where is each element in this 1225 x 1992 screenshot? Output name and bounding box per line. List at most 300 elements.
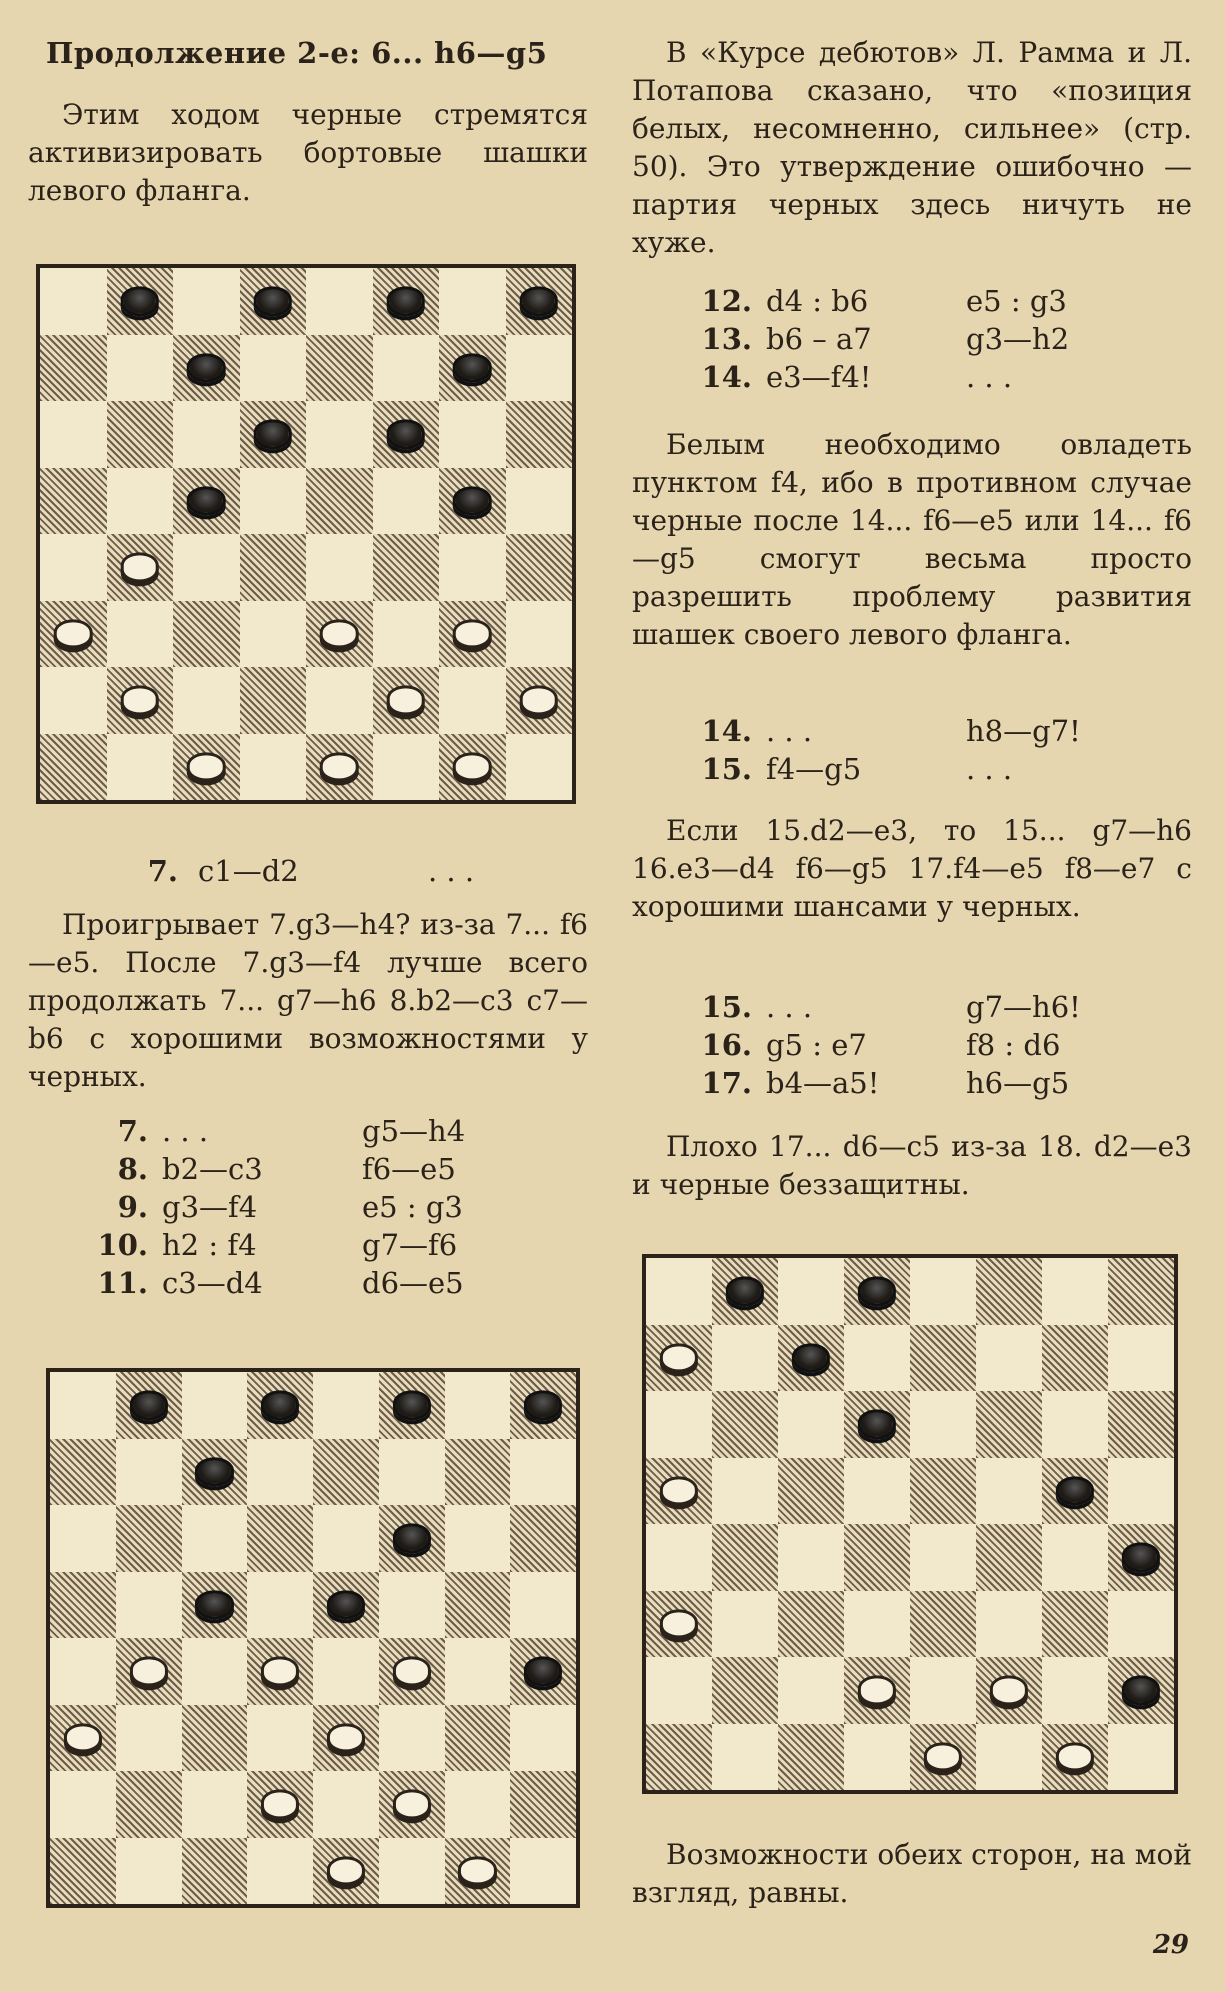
square-a3	[646, 1591, 712, 1658]
square-h1	[1108, 1724, 1174, 1791]
white-checker-icon	[261, 1657, 299, 1686]
square-b6	[107, 401, 174, 468]
square-b3	[107, 601, 174, 668]
square-a7	[50, 1439, 116, 1506]
square-d1	[844, 1724, 910, 1791]
square-b5	[712, 1458, 778, 1525]
white-checker-icon	[130, 1657, 168, 1686]
move-number: 13.	[701, 322, 752, 356]
white-checker-icon	[453, 752, 492, 781]
square-d1	[247, 1838, 313, 1905]
section-heading: Продолжение 2-е: 6... h6—g5	[46, 36, 548, 70]
square-d5	[844, 1458, 910, 1525]
black-checker-icon	[524, 1391, 562, 1420]
square-h7	[510, 1439, 576, 1506]
square-h3	[1108, 1591, 1174, 1658]
square-f3	[373, 601, 440, 668]
square-b1	[107, 734, 174, 801]
square-c3	[182, 1705, 248, 1772]
white-move: b6 – a7	[766, 322, 872, 356]
square-h5	[510, 1572, 576, 1639]
square-b3	[712, 1591, 778, 1658]
square-g4	[1042, 1524, 1108, 1591]
white-checker-icon	[320, 752, 359, 781]
square-d6	[247, 1505, 313, 1572]
square-d7	[240, 335, 307, 402]
square-b8	[712, 1258, 778, 1325]
square-e7	[306, 335, 373, 402]
square-g7	[1042, 1325, 1108, 1392]
square-e4	[910, 1524, 976, 1591]
square-a8	[50, 1372, 116, 1439]
square-g2	[439, 667, 506, 734]
square-g7	[445, 1439, 511, 1506]
square-c5	[182, 1572, 248, 1639]
square-c6	[778, 1391, 844, 1458]
black-checker-icon	[120, 287, 159, 316]
square-b5	[107, 468, 174, 535]
black-checker-icon	[792, 1343, 830, 1372]
black-checker-icon	[386, 287, 425, 316]
square-e8	[910, 1258, 976, 1325]
square-f6	[379, 1505, 445, 1572]
black-move: f6—e5	[362, 1152, 456, 1186]
black-checker-icon	[1122, 1676, 1160, 1705]
black-checker-icon	[130, 1391, 168, 1420]
move-row	[88, 1226, 465, 1264]
square-b6	[116, 1505, 182, 1572]
move-7	[118, 852, 474, 890]
square-g4	[439, 534, 506, 601]
square-h8	[510, 1372, 576, 1439]
black-checker-icon	[195, 1590, 233, 1619]
square-a6	[50, 1505, 116, 1572]
white-checker-icon	[458, 1856, 496, 1885]
white-checker-icon	[261, 1790, 299, 1819]
move-number: 12.	[701, 284, 752, 318]
square-a8	[40, 268, 107, 335]
square-b1	[116, 1838, 182, 1905]
black-move: g5—h4	[362, 1114, 466, 1148]
move-list	[88, 1112, 465, 1302]
move-row	[692, 988, 1081, 1026]
square-c2	[173, 667, 240, 734]
move-number: 10.	[97, 1228, 148, 1262]
square-e1	[306, 734, 373, 801]
square-h1	[506, 734, 573, 801]
paragraph-3: Если 15.d2—e3, то 15... g7—h6 16.e3—d4 f6—g5 17.f4—e5 f8—e7 с хорошими шансами у черных.	[632, 814, 1192, 923]
move-list-2	[692, 712, 1081, 788]
square-d7	[247, 1439, 313, 1506]
square-b3	[116, 1705, 182, 1772]
intro-paragraph: Этим ходом черные стремятся активизировать бортовые шашки левого фланга.	[28, 98, 588, 207]
checkers-diagram-2	[46, 1368, 580, 1908]
move-row	[692, 1026, 1081, 1064]
square-h8	[506, 268, 573, 335]
square-c5	[173, 468, 240, 535]
square-g8	[1042, 1258, 1108, 1325]
paragraph-4: Плохо 17... d6—c5 из-за 18. d2—e3 и черные беззащитны.	[632, 1130, 1192, 1201]
black-move: h8—g7!	[966, 714, 1081, 748]
white-checker-icon	[54, 619, 93, 648]
square-f4	[379, 1638, 445, 1705]
square-f6	[976, 1391, 1042, 1458]
square-g4	[445, 1638, 511, 1705]
black-checker-icon	[195, 1457, 233, 1486]
move-row	[692, 282, 1069, 320]
square-d5	[240, 468, 307, 535]
square-c3	[173, 601, 240, 668]
square-f6	[373, 401, 440, 468]
square-a5	[50, 1572, 116, 1639]
white-move: h2 : f4	[162, 1228, 257, 1262]
white-checker-icon	[924, 1742, 962, 1771]
square-c8	[778, 1258, 844, 1325]
square-g2	[445, 1771, 511, 1838]
square-d4	[240, 534, 307, 601]
square-g1	[1042, 1724, 1108, 1791]
square-b4	[116, 1638, 182, 1705]
white-move: g5 : e7	[766, 1028, 867, 1062]
white-checker-icon	[990, 1676, 1028, 1705]
white-move: c1—d2	[198, 854, 299, 888]
square-h6	[510, 1505, 576, 1572]
black-checker-icon	[187, 353, 226, 382]
square-a2	[646, 1657, 712, 1724]
square-e4	[313, 1638, 379, 1705]
move-row	[692, 1064, 1081, 1102]
white-move: . . .	[766, 990, 813, 1024]
square-d8	[240, 268, 307, 335]
square-g2	[1042, 1657, 1108, 1724]
move-list-3	[692, 988, 1081, 1102]
square-e2	[313, 1771, 379, 1838]
square-g1	[445, 1838, 511, 1905]
square-e3	[313, 1705, 379, 1772]
square-a1	[646, 1724, 712, 1791]
square-b7	[107, 335, 174, 402]
square-d6	[240, 401, 307, 468]
square-c8	[173, 268, 240, 335]
move-number: 14.	[701, 714, 752, 748]
black-move: . . .	[966, 752, 1013, 786]
square-a6	[646, 1391, 712, 1458]
square-f5	[976, 1458, 1042, 1525]
move-row	[692, 750, 1081, 788]
black-checker-icon	[519, 287, 558, 316]
checkers-diagram-3	[642, 1254, 1178, 1794]
square-g8	[445, 1372, 511, 1439]
square-d3	[240, 601, 307, 668]
square-f8	[379, 1372, 445, 1439]
square-d2	[240, 667, 307, 734]
square-d2	[844, 1657, 910, 1724]
black-checker-icon	[453, 486, 492, 515]
move-number: 7.	[147, 854, 178, 888]
square-g6	[1042, 1391, 1108, 1458]
square-a2	[50, 1771, 116, 1838]
white-checker-icon	[393, 1657, 431, 1686]
white-checker-icon	[386, 686, 425, 715]
white-checker-icon	[327, 1856, 365, 1885]
square-h7	[1108, 1325, 1174, 1392]
move-number: 7.	[117, 1114, 148, 1148]
white-checker-icon	[320, 619, 359, 648]
square-b4	[107, 534, 174, 601]
square-c6	[182, 1505, 248, 1572]
white-checker-icon	[660, 1609, 698, 1638]
move-number: 14.	[701, 360, 752, 394]
white-checker-icon	[327, 1723, 365, 1752]
square-g8	[439, 268, 506, 335]
square-b6	[712, 1391, 778, 1458]
square-b2	[116, 1771, 182, 1838]
move-number: 8.	[117, 1152, 148, 1186]
square-h7	[506, 335, 573, 402]
square-a4	[50, 1638, 116, 1705]
square-f2	[373, 667, 440, 734]
square-b7	[116, 1439, 182, 1506]
page-number: 29	[1152, 1930, 1189, 1960]
square-a8	[646, 1258, 712, 1325]
black-move: . . .	[428, 854, 475, 888]
square-c1	[182, 1838, 248, 1905]
white-move: b4—a5!	[766, 1066, 880, 1100]
white-move: d4 : b6	[766, 284, 869, 318]
black-move: f8 : d6	[966, 1028, 1061, 1062]
square-h5	[506, 468, 573, 535]
square-g5	[445, 1572, 511, 1639]
black-checker-icon	[453, 353, 492, 382]
square-d4	[247, 1638, 313, 1705]
white-move: . . .	[162, 1114, 209, 1148]
square-h3	[510, 1705, 576, 1772]
white-move: g3—f4	[162, 1190, 258, 1224]
square-h2	[506, 667, 573, 734]
square-d5	[247, 1572, 313, 1639]
square-b7	[712, 1325, 778, 1392]
square-a7	[40, 335, 107, 402]
square-d8	[247, 1372, 313, 1439]
square-e8	[306, 268, 373, 335]
square-d3	[844, 1591, 910, 1658]
move-number: 16.	[701, 1028, 752, 1062]
square-f7	[373, 335, 440, 402]
white-checker-icon	[393, 1790, 431, 1819]
square-f5	[379, 1572, 445, 1639]
white-checker-icon	[660, 1343, 698, 1372]
square-c4	[778, 1524, 844, 1591]
square-e5	[910, 1458, 976, 1525]
square-c7	[778, 1325, 844, 1392]
square-d2	[247, 1771, 313, 1838]
move-row	[692, 358, 1069, 396]
square-e6	[313, 1505, 379, 1572]
white-checker-icon	[120, 686, 159, 715]
move-row	[88, 1188, 465, 1226]
square-e3	[306, 601, 373, 668]
move-number: 15.	[701, 752, 752, 786]
white-move: b2—c3	[162, 1152, 263, 1186]
square-f5	[373, 468, 440, 535]
black-move: d6—e5	[362, 1266, 464, 1300]
black-move: g3—h2	[966, 322, 1070, 356]
square-e4	[306, 534, 373, 601]
square-g5	[439, 468, 506, 535]
square-f4	[976, 1524, 1042, 1591]
square-f2	[379, 1771, 445, 1838]
black-checker-icon	[393, 1391, 431, 1420]
square-d1	[240, 734, 307, 801]
white-move: . . .	[766, 714, 813, 748]
square-f7	[976, 1325, 1042, 1392]
move-number: 11.	[97, 1266, 148, 1300]
black-checker-icon	[253, 287, 292, 316]
square-h4	[1108, 1524, 1174, 1591]
move-row	[692, 320, 1069, 358]
square-f8	[976, 1258, 1042, 1325]
black-checker-icon	[524, 1657, 562, 1686]
move-row	[88, 1264, 465, 1302]
move-number: 17.	[701, 1066, 752, 1100]
square-b8	[116, 1372, 182, 1439]
white-checker-icon	[120, 553, 159, 582]
square-g6	[439, 401, 506, 468]
black-move: e5 : g3	[362, 1190, 463, 1224]
move-list-1	[692, 282, 1069, 396]
square-c5	[778, 1458, 844, 1525]
comment-paragraph: Проигрывает 7.g3—h4? из-за 7... f6—e5. После 7.g3—f4 лучше всего продолжать 7... g7—h6 8.b2—c3 c7—b6 с хорошими возможностями у черных.	[28, 908, 588, 1093]
move-row	[692, 712, 1081, 750]
square-e6	[910, 1391, 976, 1458]
square-e7	[313, 1439, 379, 1506]
black-checker-icon	[858, 1277, 896, 1306]
square-c2	[778, 1657, 844, 1724]
white-move: e3—f4!	[766, 360, 872, 394]
square-d4	[844, 1524, 910, 1591]
square-h5	[1108, 1458, 1174, 1525]
white-checker-icon	[519, 686, 558, 715]
square-e7	[910, 1325, 976, 1392]
paragraph-1: В «Курсе дебютов» Л. Рамма и Л. Потапова сказано, что «позиция белых, несомненно, сильнее» (стр. 50). Это утверждение ошибочно — партия черных здесь ничуть не хуже.	[632, 36, 1192, 259]
square-f3	[976, 1591, 1042, 1658]
square-a4	[40, 534, 107, 601]
square-b5	[116, 1572, 182, 1639]
square-f2	[976, 1657, 1042, 1724]
square-a3	[40, 601, 107, 668]
black-checker-icon	[187, 486, 226, 515]
black-move: g7—f6	[362, 1228, 458, 1262]
square-f3	[379, 1705, 445, 1772]
square-h4	[510, 1638, 576, 1705]
black-checker-icon	[1122, 1543, 1160, 1572]
square-c1	[173, 734, 240, 801]
white-checker-icon	[453, 619, 492, 648]
checkers-diagram-1	[36, 264, 576, 804]
black-checker-icon	[386, 420, 425, 449]
white-checker-icon	[1056, 1742, 1094, 1771]
white-checker-icon	[64, 1723, 102, 1752]
black-move: h6—g5	[966, 1066, 1070, 1100]
move-number: 9.	[117, 1190, 148, 1224]
square-e3	[910, 1591, 976, 1658]
square-b4	[712, 1524, 778, 1591]
paragraph-2: Белым необходимо овладеть пунктом f4, ибо в противном случае черные после 14... f6—e5 или 14... f6—g5 смогут весьма просто разрешить проблему развития шашек своего левого фланга.	[632, 428, 1192, 651]
square-a1	[50, 1838, 116, 1905]
square-e2	[910, 1657, 976, 1724]
black-checker-icon	[393, 1524, 431, 1553]
square-c7	[182, 1439, 248, 1506]
black-checker-icon	[858, 1410, 896, 1439]
square-h8	[1108, 1258, 1174, 1325]
square-a5	[646, 1458, 712, 1525]
square-f4	[373, 534, 440, 601]
square-c3	[778, 1591, 844, 1658]
square-b2	[107, 667, 174, 734]
square-g5	[1042, 1458, 1108, 1525]
move-number: 15.	[701, 990, 752, 1024]
white-checker-icon	[187, 752, 226, 781]
square-c6	[173, 401, 240, 468]
square-a3	[50, 1705, 116, 1772]
square-e2	[306, 667, 373, 734]
square-h4	[506, 534, 573, 601]
square-c4	[173, 534, 240, 601]
white-move: f4—g5	[766, 752, 862, 786]
square-a6	[40, 401, 107, 468]
paragraph-5: Возможности обеих сторон, на мой взгляд, равны.	[632, 1838, 1192, 1909]
white-checker-icon	[660, 1476, 698, 1505]
black-checker-icon	[327, 1590, 365, 1619]
black-move: g7—h6!	[966, 990, 1081, 1024]
square-f7	[379, 1439, 445, 1506]
black-checker-icon	[1056, 1476, 1094, 1505]
square-e6	[306, 401, 373, 468]
square-g7	[439, 335, 506, 402]
black-move: e5 : g3	[966, 284, 1067, 318]
square-f1	[379, 1838, 445, 1905]
square-b2	[712, 1657, 778, 1724]
square-g3	[439, 601, 506, 668]
square-d3	[247, 1705, 313, 1772]
square-f1	[976, 1724, 1042, 1791]
square-h2	[510, 1771, 576, 1838]
square-c1	[778, 1724, 844, 1791]
square-a7	[646, 1325, 712, 1392]
square-h1	[510, 1838, 576, 1905]
square-a4	[646, 1524, 712, 1591]
square-e8	[313, 1372, 379, 1439]
square-h6	[1108, 1391, 1174, 1458]
square-d6	[844, 1391, 910, 1458]
square-g1	[439, 734, 506, 801]
square-h3	[506, 601, 573, 668]
square-a2	[40, 667, 107, 734]
square-b8	[107, 268, 174, 335]
square-e5	[313, 1572, 379, 1639]
black-checker-icon	[726, 1277, 764, 1306]
square-c7	[173, 335, 240, 402]
square-c2	[182, 1771, 248, 1838]
square-d7	[844, 1325, 910, 1392]
square-a1	[40, 734, 107, 801]
move-row	[88, 1150, 465, 1188]
square-g3	[1042, 1591, 1108, 1658]
square-d8	[844, 1258, 910, 1325]
square-c4	[182, 1638, 248, 1705]
white-move: c3—d4	[162, 1266, 263, 1300]
square-a5	[40, 468, 107, 535]
